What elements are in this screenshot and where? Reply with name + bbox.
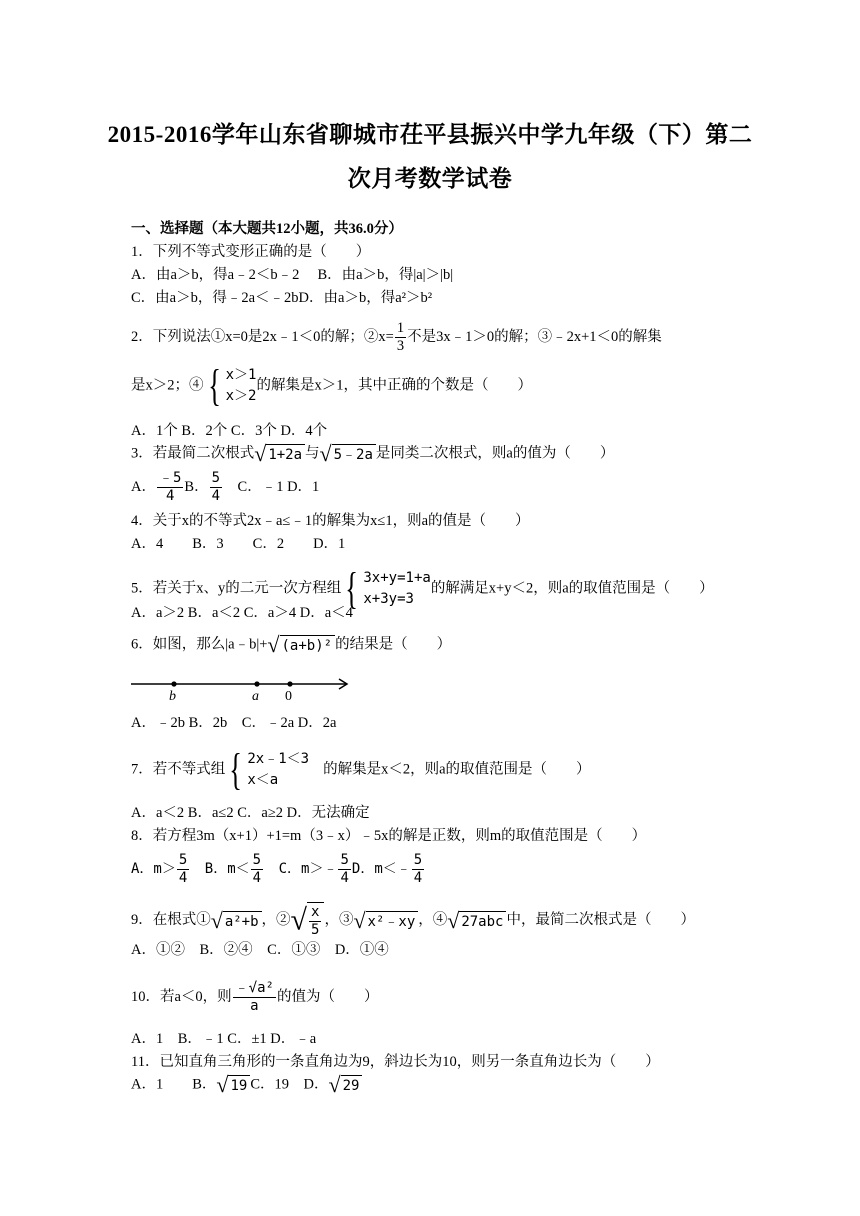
q4-stem: 4．关于x的不等式2x﹣a≤﹣1的解集为x≤1，则a的值是（ ） xyxy=(131,513,530,529)
q11-options-cd: C．19 D． xyxy=(250,1076,329,1093)
q10-frac-den: a xyxy=(250,998,259,1014)
q3-stem xyxy=(131,443,614,465)
q8-d-num: 5 xyxy=(413,852,423,868)
q3-radical-1: √ 1+2a xyxy=(254,443,305,465)
q2-sys-eq1: x＞1 xyxy=(225,367,257,383)
q10-text-1: 10．若a＜0，则 xyxy=(131,988,232,1005)
q11-stem: 11．已知直角三角形的一条直角边为9，斜边长为10，则另一条直角边长为（ ） xyxy=(131,1054,660,1070)
q5-sys-eq2: x+3y=3 xyxy=(363,591,414,607)
q1-option-a: A．由a＞b，得a﹣2＜b﹣2 xyxy=(131,267,300,283)
q9-radical-2: √ $\frac{x}{5}$ xyxy=(291,902,325,939)
q9-options: A．①② B．②④ C．①③ D．①④ xyxy=(131,942,389,958)
q11-options-ab: A．1 B． xyxy=(131,1076,217,1093)
q3-option-a-label: A． xyxy=(131,478,156,495)
section-heading: 一、选择题（本大题共12小题，共36.0分） xyxy=(131,221,403,237)
q5-options: A．a＞2 B．a＜2 C．a＞4 D．a＜4 xyxy=(131,605,353,621)
q6-text-2: 的结果是（ ） xyxy=(335,636,452,653)
label-a: a xyxy=(252,689,259,704)
q1-options-ab xyxy=(131,266,453,284)
q7-options: A．a＜2 B．a≤2 C．a≥2 D．无法确定 xyxy=(131,805,370,821)
q4-options: A．4 B．3 C．2 D．1 xyxy=(131,536,346,552)
page-title-line2: 次月考数学试卷 xyxy=(347,166,513,191)
q9-radical-4: √ 27abc xyxy=(447,910,506,932)
q7-sys-eq2: x＜a xyxy=(247,772,279,788)
q8-c-den: 4 xyxy=(340,870,349,886)
q3-a-num: ﹣5 xyxy=(158,470,182,486)
q3-radicand-1: 1+2a xyxy=(266,444,305,464)
q8-c-num: 5 xyxy=(340,852,349,868)
q8-option-a-frac xyxy=(177,852,189,887)
page-title-line1: 2015-2016学年山东省聊城市茌平县振兴中学九年级（下）第二 xyxy=(107,122,753,147)
q2-frac-den: 3 xyxy=(396,338,405,354)
q3-b-num: 5 xyxy=(211,470,221,486)
point-0 xyxy=(287,681,292,686)
q1-option-d: D．由a＞b，得a²＞b² xyxy=(298,290,433,306)
q1-option-b: B．由a＞b，得|a|＞|b| xyxy=(317,267,454,283)
brace-icon: { xyxy=(345,564,359,613)
q7-stem xyxy=(131,745,591,794)
q8-option-d: D．m＜﹣ xyxy=(351,860,411,877)
q10-stem xyxy=(131,980,378,1015)
q9-r2-num: x xyxy=(311,904,320,920)
q9-radicand-4: 27abc xyxy=(459,911,506,931)
q10-options: A．1 B．﹣1 C．±1 D．﹣a xyxy=(131,1031,317,1047)
q11-radical-b: √ 19 xyxy=(216,1074,250,1096)
q1-option-c: C．由a＞b，得﹣2a＜﹣2b xyxy=(131,290,299,306)
q6-radicand: (a+b)² xyxy=(280,635,336,655)
point-b xyxy=(171,681,176,686)
q10-frac-num: ﹣√a² xyxy=(234,980,274,996)
q5-text-2: 的解满足x+y＜2，则a的取值范围是（ ） xyxy=(430,580,714,597)
brace-icon: { xyxy=(207,361,221,410)
q9-sep-2: ，③ xyxy=(324,911,354,928)
q8-option-b-frac xyxy=(251,852,263,887)
q8-option-a: A．m＞ xyxy=(131,860,176,877)
point-a xyxy=(254,681,259,686)
q3-radical-2: √ 5﹣2a xyxy=(320,443,376,465)
q6-radical: √ (a+b)² xyxy=(267,634,335,656)
q2-fraction xyxy=(395,320,406,355)
brace-icon: { xyxy=(229,745,243,794)
q3-options-cd: C．﹣1 D．1 xyxy=(237,478,320,495)
q8-b-num: 5 xyxy=(252,852,262,868)
q3-option-b-value xyxy=(210,470,222,505)
q7-sys-eq1: 2x﹣1＜3 xyxy=(247,751,310,767)
q5-text-1: 5．若关于x、y的二元一次方程组 xyxy=(131,580,342,597)
q9-r2-den: 5 xyxy=(311,922,320,938)
label-b: b xyxy=(169,689,176,704)
q1-stem: 1．下列不等式变形正确的是（ ） xyxy=(131,244,371,260)
q8-option-c-frac xyxy=(338,852,350,887)
q9-text-2: 中，最简二次根式是（ ） xyxy=(506,911,695,928)
q5-sys-eq1: 3x+y=1+a xyxy=(363,570,431,586)
q10-text-2: 的值为（ ） xyxy=(276,988,379,1005)
q11-radical-d: √ 29 xyxy=(329,1074,363,1096)
q5-equation-system xyxy=(341,564,431,613)
q3-b-den: 4 xyxy=(211,488,221,504)
q3-a-den: 4 xyxy=(165,488,175,504)
q6-number-line xyxy=(131,676,356,704)
q7-text-1: 7．若不等式组 xyxy=(131,761,226,778)
q1-options-cd xyxy=(131,289,432,307)
q10-fraction xyxy=(233,980,276,1015)
q2-options: A．1个 B．2个 C．3个 D．4个 xyxy=(131,423,328,439)
q11-radicand-d: 29 xyxy=(341,1075,363,1095)
label-zero: 0 xyxy=(285,689,292,704)
q3-text-3: 是同类二次根式，则a的值为（ ） xyxy=(375,445,615,462)
q9-sep-3: ，④ xyxy=(418,911,448,928)
q2-line1 xyxy=(131,320,662,355)
q11-radicand-b: 19 xyxy=(228,1075,250,1095)
q8-option-c: C．m＞﹣ xyxy=(278,860,338,877)
q6-stem xyxy=(131,634,451,656)
q8-options xyxy=(131,852,425,887)
q9-text-1: 9．在根式① xyxy=(131,911,211,928)
q3-option-a-value xyxy=(157,470,183,505)
q3-text-2: 与 xyxy=(305,445,320,462)
q2-inequality-system xyxy=(204,361,257,410)
q3-radicand-2: 5﹣2a xyxy=(332,444,376,464)
q2-text-2: 不是3x﹣1＞0的解；③﹣2x+1＜0的解集 xyxy=(407,328,662,345)
q9-radicand-3: x²﹣xy xyxy=(366,911,419,931)
q2-text-1: 2．下列说法①x=0是2x﹣1＜0的解；②x= xyxy=(131,328,394,345)
q7-inequality-system xyxy=(225,745,310,794)
q2-text-3: 是x＞2；④ xyxy=(131,377,204,394)
q11-options xyxy=(131,1074,362,1096)
q8-a-num: 5 xyxy=(178,852,188,868)
q6-text-1: 6．如图，那么|a﹣b|+ xyxy=(131,636,268,653)
q8-b-den: 4 xyxy=(252,870,262,886)
q3-text-1: 3．若最简二次根式 xyxy=(131,445,255,462)
q2-line2 xyxy=(131,361,532,410)
q7-text-2: 的解集是x＜2，则a的取值范围是（ ） xyxy=(323,761,591,778)
q8-a-den: 4 xyxy=(178,870,188,886)
q9-sep-1: ，② xyxy=(261,911,291,928)
q6-options: A．﹣2b B．2b C．﹣2a D．2a xyxy=(131,715,337,731)
q2-frac-num: 1 xyxy=(396,320,405,336)
q9-radicand-1: a²+b xyxy=(223,911,262,931)
q2-text-4: 的解集是x＞1，其中正确的个数是（ ） xyxy=(256,377,532,394)
q9-radical-3: √ x²﹣xy xyxy=(353,910,418,932)
q8-option-b: B．m＜ xyxy=(204,860,250,877)
q8-option-d-frac xyxy=(412,852,424,887)
q8-d-den: 4 xyxy=(413,870,423,886)
q9-stem xyxy=(131,902,695,939)
q9-radical-1: √ a²+b xyxy=(211,910,262,932)
q2-sys-eq2: x＞2 xyxy=(225,388,257,404)
q8-stem: 8．若方程3m（x+1）+1=m（3﹣x）﹣5x的解是正数，则m的取值范围是（ ） xyxy=(131,828,647,844)
q3-option-b-label: B． xyxy=(184,478,209,495)
q3-options xyxy=(131,470,319,505)
